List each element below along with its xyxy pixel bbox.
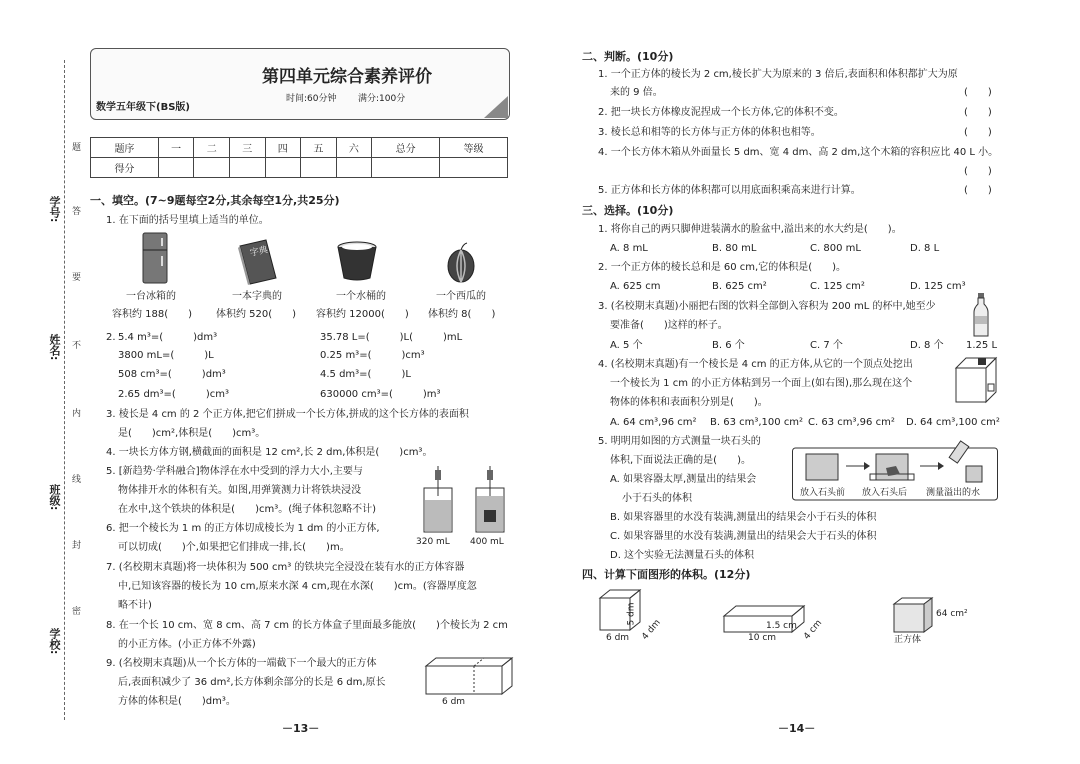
score-cell[interactable] [194,158,230,178]
section4-heading: 四、计算下面图形的体积。(12分) [582,568,751,581]
page-number-left: －13－ [282,722,320,735]
margin-cut-char: 题 [70,142,80,151]
s2-answer-bracket[interactable]: ( ) [964,107,992,118]
fig1-length-label: 6 dm [606,633,630,643]
s1-q2-cell: 4.5 dm³=( )L [320,369,411,380]
cube-fig3 [892,596,936,634]
s3-q2-option[interactable]: A. 625 cm [610,281,661,292]
score-cell[interactable] [440,158,508,178]
s1-q2-cell: 35.78 L=( )L( )mL [320,332,463,343]
beaker-spring-scale-diagram [420,466,516,534]
fig2-height-label: 1.5 cm [766,621,797,631]
s1-q7-line: 略不计) [118,600,152,611]
fig3-name-label: 正方体 [894,635,922,645]
s1-q9-line: 后,表面积减少了 36 dm²,长方体剩余部分的长是 6 dm,原长 [118,677,386,688]
dictionary-cover-text: 字典 [249,245,269,259]
s3-q5-option[interactable]: A. 如果容器太厚,测量出的结果会 [610,474,757,485]
s1-q2-cell: 3800 mL=( )L [118,350,214,361]
s1-q2-cell: 630000 cm³=( )m³ [320,389,441,400]
s2-item-line: 3. 棱长总和相等的长方体与正方体的体积也相等。 [598,127,821,138]
s3-q3-line: 要准备( )这样的杯子。 [610,320,728,331]
s3-q1-option[interactable]: D. 8 L [910,243,940,254]
cube-notch-diagram [954,356,1000,406]
exam-subject: 数学五年级下(BS版) [96,102,190,113]
s3-q5-line: 体积,下面说法正确的是( )。 [610,455,751,466]
s3-q2-option[interactable]: D. 125 cm³ [910,281,966,292]
s2-answer-bracket[interactable]: ( ) [964,166,992,177]
s1-q1-item-value: 容积约 12000( ) [316,309,409,320]
s3-q4-line: 物体的体积和表面积分别是( )。 [610,397,768,408]
s1-q1-text: 1. 在下面的括号里填上适当的单位。 [106,215,269,226]
s2-answer-bracket[interactable]: ( ) [964,87,992,98]
margin-cut-char: 要 [70,272,80,281]
s1-q5-line: 物体排开水的体积有关。如图,用弹簧测力计将铁块浸没 [118,485,362,496]
bucket-icon [336,240,378,282]
margin-cut-char: 内 [70,408,80,417]
s3-q5-option[interactable]: C. 如果容器里的水没有装满,测量出的结果会大于石头的体积 [610,531,877,542]
s1-q1-item-value: 体积约 8( ) [428,309,496,320]
s3-q1-option[interactable]: C. 800 mL [810,243,861,254]
s1-q4-text: 4. 一块长方体方钢,横截面的面积是 12 cm²,长 2 dm,体积是( )cm³。 [106,447,433,458]
score-table-header: 题序 [91,138,159,158]
s1-q3-line: 是( )cm²,体积是( )cm³。 [118,428,266,439]
s1-q1-item-value: 体积约 520( ) [216,309,297,320]
section2-heading: 二、判断。(10分) [582,50,674,63]
margin-cut-char: 不 [70,340,80,349]
s1-q2-cell: 5.4 m³=( )dm³ [118,332,218,343]
s1-q5-line: 在水中,这个铁块的体积是( )cm³。(绳子体积忽略不计) [118,504,377,515]
fig1-width-label: 4 dm [640,617,663,643]
s1-q9-line: 方体的体积是( )dm³。 [118,696,236,707]
s1-q1-item-name: 一个西瓜的 [436,291,486,302]
s1-q1-item-name: 一台冰箱的 [126,291,176,302]
score-row-label: 得分 [91,158,159,178]
s1-q1-item-name: 一本字典的 [232,291,282,302]
score-cell[interactable] [158,158,194,178]
page-number-right: －14－ [778,722,816,735]
score-table-header: 总分 [372,138,440,158]
binding-dash-line [64,60,65,720]
fig2-length-label: 10 cm [748,633,777,643]
beaker-label-right: 400 mL [470,537,504,547]
cuboid-length-label: 6 dm [442,697,466,707]
score-table-header: 四 [265,138,301,158]
section3-heading: 三、选择。(10分) [582,204,674,217]
score-cell[interactable] [301,158,337,178]
exam-title: 第四单元综合素养评价 [262,67,432,87]
s3-q4-option[interactable]: B. 63 cm³,100 cm² [710,417,804,428]
s3-q4-option[interactable]: D. 64 cm³,100 cm² [906,417,1000,428]
margin-label-name: 姓名: [48,334,61,361]
s1-q1-item-name: 一个水桶的 [336,291,386,302]
s1-q2-cell: 2.65 dm³=( )cm³ [118,389,229,400]
s3-q3-option[interactable]: B. 6 个 [712,340,745,351]
score-cell[interactable] [229,158,265,178]
score-table-header: 五 [301,138,337,158]
s3-q5-option-cont: 小于石头的体积 [622,493,692,504]
s1-q7-line: 7. (名校期末真题)将一块体积为 500 cm³ 的铁块完全浸没在装有水的正方体容器 [106,562,465,573]
bottle-label: 1.25 L [966,340,998,351]
s1-q9-line: 9. (名校期末真题)从一个长方体的一端截下一个最大的正方体 [106,658,377,669]
s3-q2-option[interactable]: B. 625 cm² [712,281,767,292]
section1-heading: 一、填空。(7~9题每空2分,其余每空1分,共25分) [90,194,340,207]
margin-cut-char: 答 [70,206,80,215]
s1-q6-line: 可以切成( )个,如果把它们排成一排,长( )m。 [118,542,350,553]
bottle-icon [972,292,990,338]
stone-step-label: 放入石头前 [800,488,846,498]
score-table-header: 三 [229,138,265,158]
exam-time: 时间:60分钟 [286,94,337,104]
s1-q2-cell: 0.25 m³=( )cm³ [320,350,425,361]
s3-q4-option[interactable]: C. 63 cm³,96 cm² [808,417,895,428]
cuboid-cut-diagram [424,656,514,696]
s1-q5-line: 5. [新趋势·学科融合]物体浮在水中受到的浮力大小,主要与 [106,466,363,477]
score-cell[interactable] [336,158,372,178]
s1-q3-line: 3. 棱长是 4 cm 的 2 个正方体,把它们拼成一个长方体,拼成的这个长方体的表面积 [106,409,469,420]
exam-total-score: 满分:100分 [358,94,406,104]
s3-q1-option[interactable]: A. 8 mL [610,243,648,254]
s3-q1-option[interactable]: B. 80 mL [712,243,757,254]
s3-q5-option[interactable]: D. 这个实验无法测量石头的体积 [610,550,755,561]
margin-label-class: 班级: [48,484,61,511]
s2-item-line: 1. 一个正方体的棱长为 2 cm,棱长扩大为原来的 3 倍后,表面积和体积都扩大为原 [598,69,958,80]
margin-cut-char: 封 [70,540,80,549]
s3-q3-line: 3. (名校期末真题)小丽把右图的饮料全部倒入容积为 200 mL 的杯中,她至少 [598,301,936,312]
s3-q3-option[interactable]: D. 8 个 [910,340,944,351]
score-table-header: 一 [158,138,194,158]
s3-q2-option[interactable]: C. 125 cm² [810,281,865,292]
s2-answer-bracket[interactable]: ( ) [964,127,992,138]
s2-item-line: 2. 把一块长方体橡皮泥捏成一个长方体,它的体积不变。 [598,107,844,118]
margin-label-student-number: 学号: [48,196,61,223]
score-table [90,137,508,178]
s2-item-line: 5. 正方体和长方体的体积都可以用底面积乘高来进行计算。 [598,185,861,196]
s3-q3-option[interactable]: C. 7 个 [810,340,843,351]
margin-label-school: 学校: [48,628,61,655]
s1-q2-label: 2. [106,332,116,343]
s1-q2-cell: 508 cm³=( )dm³ [118,369,226,380]
s2-item-line: 来的 9 倍。 [610,87,663,98]
margin-cut-char: 线 [70,474,80,483]
s3-q4-line: 4. (名校期末真题)有一个棱长是 4 cm 的正方体,从它的一个顶点处挖出 [598,359,913,370]
beaker-label-left: 320 mL [416,537,450,547]
fridge-icon [142,232,168,284]
s1-q7-line: 中,已知该容器的棱长为 10 cm,原来水深 4 cm,现在水深( )cm。(容器厚度忽 [118,581,477,592]
fig1-height-label: 5 dm [626,602,637,626]
s3-q4-option[interactable]: A. 64 cm³,96 cm² [610,417,697,428]
margin-cut-char: 密 [70,606,80,615]
s1-q8-line: 8. 在一个长 10 cm、宽 8 cm、高 7 cm 的长方体盒子里面最多能放( )个棱长为 2 cm [106,620,508,631]
stone-step-label: 放入石头后 [862,488,908,498]
s3-q3-option[interactable]: A. 5 个 [610,340,643,351]
score-table-header: 六 [336,138,372,158]
s3-q2-text: 2. 一个正方体的棱长总和是 60 cm,它的体积是( )。 [598,262,847,273]
stone-step-label: 测量溢出的水 [926,488,981,498]
watermelon-icon [446,240,476,284]
s1-q1-item-value: 容积约 188( ) [112,309,193,320]
s3-q4-line: 一个棱长为 1 cm 的小正方体粘到另一个面上(如右图),那么现在这个 [610,378,913,389]
s2-item-line: 4. 一个长方体木箱从外面量长 5 dm、宽 4 dm、高 2 dm,这个木箱的容积应比 40 L 小。 [598,147,999,158]
s2-answer-bracket[interactable]: ( ) [964,185,992,196]
score-cell[interactable] [265,158,301,178]
score-table-header: 等级 [440,138,508,158]
score-cell[interactable] [372,158,440,178]
s1-q6-line: 6. 把一个棱长为 1 m 的正方体切成棱长为 1 dm 的小正方体, [106,523,380,534]
fig2-width-label: 4 cm [802,618,825,642]
fig3-area-label: 64 cm² [936,609,968,619]
score-table-header-row [91,138,508,158]
score-table-score-row [91,158,508,178]
s3-q5-line: 5. 明明用如图的方式测量一块石头的 [598,436,761,447]
s3-q1-text: 1. 将你自己的两只脚伸进装满水的脸盆中,溢出来的水大约是( )。 [598,224,902,235]
score-table-header: 二 [194,138,230,158]
s1-q8-line: 的小正方体。(小正方体不外露) [118,639,256,650]
s3-q5-option[interactable]: B. 如果容器里的水没有装满,测量出的结果会小于石头的体积 [610,512,877,523]
